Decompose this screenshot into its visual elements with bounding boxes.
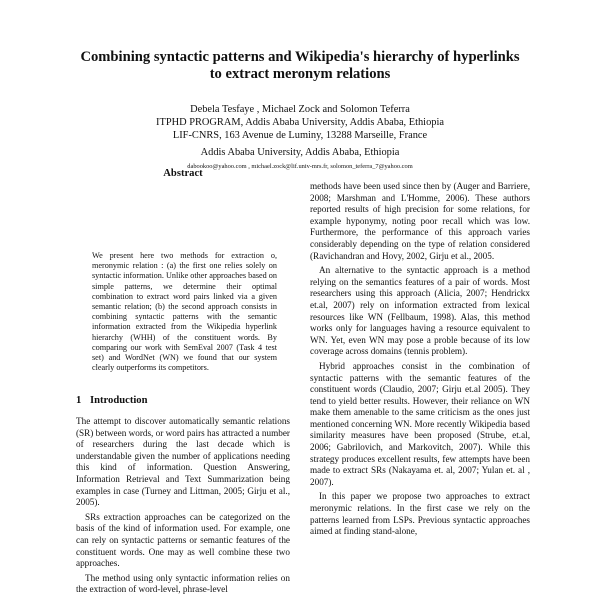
section-number: 1 [76,395,82,406]
section-title: Introduction [90,395,148,406]
author-emails: dabookoo@yahoo.com , michael.zock@lif.univ-mrs.fr, solomon_teferra_7@yahoo.com [187,163,413,170]
affiliation-1: ITPHD PROGRAM, Addis Ababa University, Addis Ababa, Ethiopia [156,117,444,128]
title-line-1: Combining syntactic patterns and Wikipedia's hierarchy of hyperlinks [80,49,520,65]
affiliation-2: LIF-CNRS, 163 Avenue de Luminy, 13288 Marseille, France [172,130,428,141]
paper-title [0,49,600,83]
author-block [0,103,600,142]
abstract-text: We present here two methods for extraction o, meronymic relation : (a) the first one relies solely on syntactic information. Unlike other approaches based on simple patterns, we determine their optimal combination to extract word pairs linked via a given semantic relation; (b) the second approach consists in combining syntactic patterns with the semantic information extracted from the Wikipedia hyperlink hierarchy (WHH) of the constituent words. By comparing our work with SemEval 2007 (Task 4 test set) and WordNet (WN) we found that our system clearly outperforms its competitors. [92,251,277,373]
right-column [310,181,530,600]
title-line-2: to extract meronym relations [209,66,391,82]
right-paragraph-1: methods have been used since then by (Auger and Barriere, 2008; Marshman and L'Homme, 2006). These authors reported results of high precision for some relations, for example hyponymy, noting poor recall which was low. Furthermore, the performance of this approach varies considerably depending on the type of relation considered (Ravichandran and Hovy, 2002, Girju et al., 2005. [310,181,530,261]
author-names: Debela Tesfaye , Michael Zock and Solomon Teferra [190,104,410,115]
section-heading-introduction [76,395,290,406]
abstract-heading: Abstract [163,168,203,179]
intro-paragraph-1: The attempt to discover automatically semantic relations (SR) between words, or word pairs has attracted a number of researchers during the last decade which is understandable given the number of applications needing this kind of information. Question Answering, Information Retrieval and Text Summarization being examples in case (Turney and Littman, 2005; Girju et al., 2005). [76,416,290,508]
affiliation-3: Addis Ababa University, Addis Ababa, Ethiopia [200,147,400,158]
right-paragraph-4: In this paper we propose two approaches to extract meronymic relations. In the first case we rely on the patterns learned from LSPs. Previous syntactic approaches aimed at finding stand-alone, [310,491,530,537]
intro-paragraph-3: The method using only syntactic information relies on the extraction of word-level, phrase-level [76,572,290,595]
intro-paragraph-2: SRs extraction approaches can be categorized on the basis of the kind of information used. For example, one can rely on syntactic patterns or semantic features of the constituent words. One may as well combine these two approaches. [76,511,290,569]
right-paragraph-3: Hybrid approaches consist in the combination of syntactic patterns with the semantic features of the constituent words (Claudio, 2007; Girju et.al 2005). They tend to yield better results. However, their reliance on WN make them amenable to the same criticism as the ones just mentioned concerning WN. More recently Wikipedia based similarity measures have been proposed (Strube, et.al, 2006; Gabrilovich, and Markovitch, 2007). While this strategy produces excellent results, few attempts have been made to extract SRs (Nakayama et. al, 2007; Yulan et. al , 2007). [310,360,530,487]
right-paragraph-2: An alternative to the syntactic approach is a method relying on the semantics features of a pair of words. Most researchers using this approach (Alicia, 2007; Hendrickx et.al, 2007) rely on information extracted from lexical resources like WN (Fellbaum, 1998). Alas, this method works only for languages having a resource equivalent to WN. Yet, even WN may pose a proble because of its low coverage across domains (tennis problem). [310,265,530,357]
introduction-body [76,416,290,600]
